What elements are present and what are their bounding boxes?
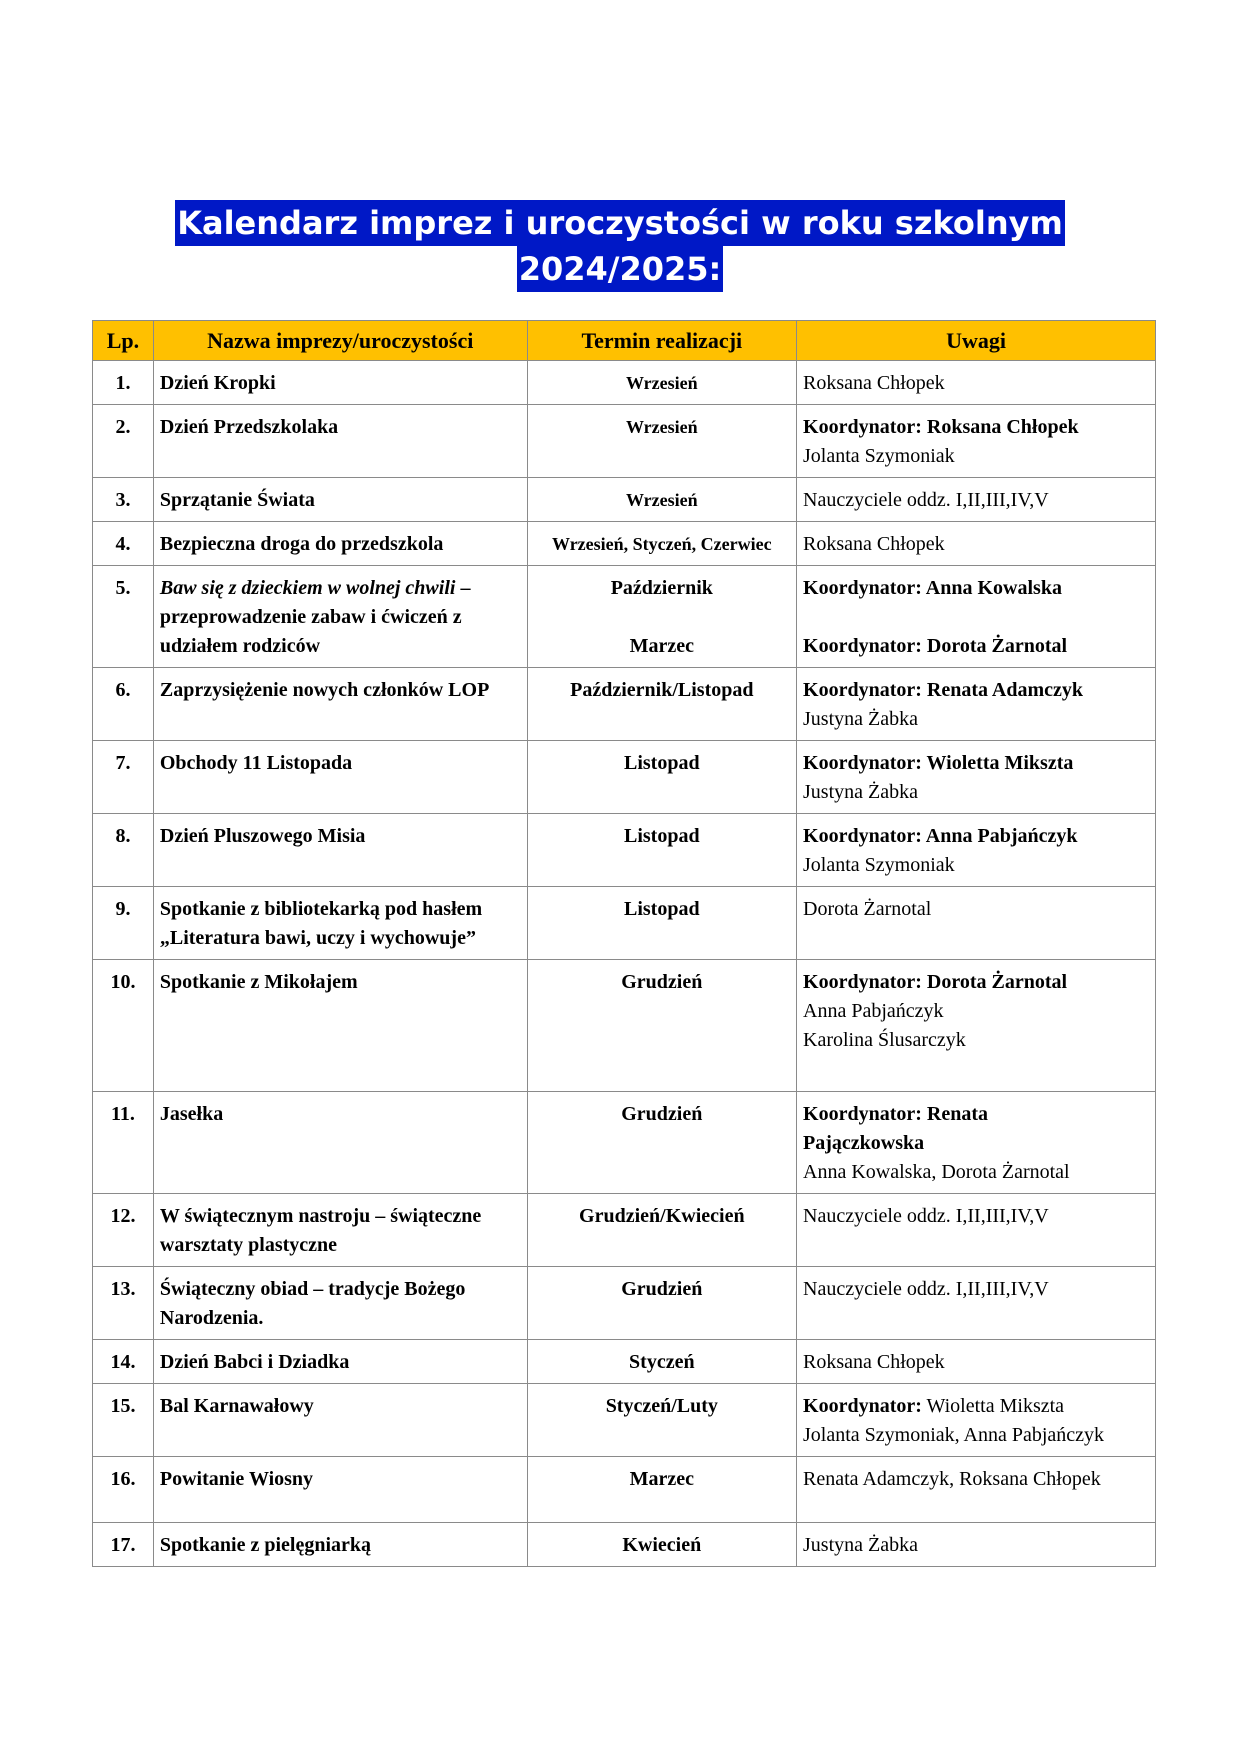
- row-term: Styczeń/Luty: [527, 1384, 796, 1457]
- header-name: Nazwa imprezy/uroczystości: [153, 321, 527, 361]
- notes-coordinator: Koordynator: Renata Pajączkowska: [803, 1103, 988, 1154]
- row-notes: Renata Adamczyk, Roksana Chłopek: [797, 1457, 1156, 1523]
- row-notes: Roksana Chłopek: [797, 361, 1156, 405]
- notes-coordinator-2: Koordynator: Dorota Żarnotal: [803, 635, 1068, 657]
- row-notes: Nauczyciele oddz. I,II,III,IV,V: [797, 1267, 1156, 1340]
- header-notes: Uwagi: [797, 321, 1156, 361]
- table-row: [93, 1457, 1156, 1523]
- row-notes: Nauczyciele oddz. I,II,III,IV,V: [797, 478, 1156, 522]
- table-row: [93, 1092, 1156, 1194]
- row-term: Listopad: [527, 741, 796, 814]
- row-term: Listopad: [527, 814, 796, 887]
- table-row: [93, 361, 1156, 405]
- row-term: Grudzień: [527, 960, 796, 1092]
- table-row: [93, 668, 1156, 741]
- table-row: [93, 566, 1156, 668]
- table-header-row: [93, 321, 1156, 361]
- row-name: Świąteczny obiad – tradycje Bożego Narodzenia.: [153, 1267, 527, 1340]
- row-lp: 14.: [93, 1340, 154, 1384]
- row-name: Bezpieczna droga do przedszkola: [153, 522, 527, 566]
- notes-coordinator-label: Koordynator:: [803, 1395, 922, 1417]
- row-notes: [797, 960, 1156, 1092]
- row-term-1: Październik: [610, 577, 713, 599]
- row-name: Zaprzysiężenie nowych członków LOP: [153, 668, 527, 741]
- row-term: Grudzień: [527, 1092, 796, 1194]
- notes-person: Justyna Żabka: [803, 781, 918, 803]
- notes-person: Justyna Żabka: [803, 708, 918, 730]
- row-term: Grudzień: [527, 1267, 796, 1340]
- row-name: Bal Karnawałowy: [153, 1384, 527, 1457]
- row-name: Dzień Babci i Dziadka: [153, 1340, 527, 1384]
- notes-person: Jolanta Szymoniak: [803, 854, 955, 876]
- table-row: [93, 887, 1156, 960]
- row-name: Dzień Pluszowego Misia: [153, 814, 527, 887]
- row-term: Wrzesień: [527, 478, 796, 522]
- row-name: [153, 566, 527, 668]
- row-name: Obchody 11 Listopada: [153, 741, 527, 814]
- notes-person: Jolanta Szymoniak, Anna Pabjańczyk: [803, 1424, 1105, 1446]
- table-row: [93, 1384, 1156, 1457]
- events-table: [92, 320, 1156, 1567]
- row-lp: 16.: [93, 1457, 154, 1523]
- table-row: [93, 814, 1156, 887]
- header-term: Termin realizacji: [527, 321, 796, 361]
- table-row: [93, 960, 1156, 1092]
- table-row: [93, 1523, 1156, 1567]
- row-notes: Dorota Żarnotal: [797, 887, 1156, 960]
- row-notes: [797, 1384, 1156, 1457]
- notes-person: Jolanta Szymoniak: [803, 445, 955, 467]
- row-notes: [797, 1092, 1156, 1194]
- row-name: Spotkanie z Mikołajem: [153, 960, 527, 1092]
- row-lp: 10.: [93, 960, 154, 1092]
- row-term: Wrzesień: [527, 361, 796, 405]
- notes-person-2: Karolina Ślusarczyk: [803, 1029, 966, 1051]
- row-notes: [797, 741, 1156, 814]
- row-lp: 12.: [93, 1194, 154, 1267]
- notes-coordinator: Koordynator: Anna Kowalska: [803, 577, 1062, 599]
- row-name-rest: – przeprowadzenie zabaw i ćwiczeń z udziałem rodziców: [159, 577, 471, 657]
- row-term: Październik/Listopad: [527, 668, 796, 741]
- row-notes: Roksana Chłopek: [797, 1340, 1156, 1384]
- row-lp: 13.: [93, 1267, 154, 1340]
- row-name: Jasełka: [153, 1092, 527, 1194]
- row-lp: 5.: [93, 566, 154, 668]
- row-term: Wrzesień: [527, 405, 796, 478]
- table-row: [93, 1194, 1156, 1267]
- row-notes: Roksana Chłopek: [797, 522, 1156, 566]
- notes-coordinator: Koordynator: Roksana Chłopek: [803, 416, 1079, 438]
- row-name-italic: Baw się z dzieckiem w wolnej chwili: [159, 577, 456, 599]
- row-lp: 4.: [93, 522, 154, 566]
- row-name: Dzień Kropki: [153, 361, 527, 405]
- table-row: [93, 405, 1156, 478]
- notes-person: Anna Pabjańczyk: [803, 1000, 944, 1022]
- row-term: Styczeń: [527, 1340, 796, 1384]
- row-term: Marzec: [527, 1457, 796, 1523]
- table-row: [93, 1340, 1156, 1384]
- notes-person: Anna Kowalska, Dorota Żarnotal: [803, 1161, 1070, 1183]
- row-notes: [797, 668, 1156, 741]
- row-lp: 7.: [93, 741, 154, 814]
- row-notes: [797, 405, 1156, 478]
- row-lp: 17.: [93, 1523, 154, 1567]
- row-name: Powitanie Wiosny: [153, 1457, 527, 1523]
- header-lp: Lp.: [93, 321, 154, 361]
- page-title: [0, 200, 1240, 292]
- row-term: [527, 566, 796, 668]
- row-name: Spotkanie z pielęgniarką: [153, 1523, 527, 1567]
- table-row: [93, 478, 1156, 522]
- row-name: Spotkanie z bibliotekarką pod hasłem „Literatura bawi, uczy i wychowuje”: [153, 887, 527, 960]
- row-term: Kwiecień: [527, 1523, 796, 1567]
- row-lp: 9.: [93, 887, 154, 960]
- row-term: Grudzień/Kwiecień: [527, 1194, 796, 1267]
- row-lp: 6.: [93, 668, 154, 741]
- row-lp: 11.: [93, 1092, 154, 1194]
- row-notes: Nauczyciele oddz. I,II,III,IV,V: [797, 1194, 1156, 1267]
- notes-coordinator-name: Wioletta Mikszta: [921, 1395, 1065, 1417]
- row-lp: 8.: [93, 814, 154, 887]
- row-name: W świątecznym nastroju – świąteczne warsztaty plastyczne: [153, 1194, 527, 1267]
- row-notes: Justyna Żabka: [797, 1523, 1156, 1567]
- row-lp: 3.: [93, 478, 154, 522]
- row-lp: 15.: [93, 1384, 154, 1457]
- table-row: [93, 1267, 1156, 1340]
- row-name: Dzień Przedszkolaka: [153, 405, 527, 478]
- row-term-2: Marzec: [629, 635, 694, 657]
- notes-coordinator: Koordynator: Renata Adamczyk: [803, 679, 1083, 701]
- notes-coordinator: Koordynator: Anna Pabjańczyk: [803, 825, 1078, 847]
- title-line-1: Kalendarz imprez i uroczystości w roku szkolnym: [175, 200, 1065, 246]
- notes-coordinator: Koordynator: Dorota Żarnotal: [803, 971, 1068, 993]
- table-row: [93, 741, 1156, 814]
- row-name: Sprzątanie Świata: [153, 478, 527, 522]
- row-notes: [797, 566, 1156, 668]
- row-notes: [797, 814, 1156, 887]
- row-term: Listopad: [527, 887, 796, 960]
- row-lp: 1.: [93, 361, 154, 405]
- title-line-2: 2024/2025:: [517, 246, 724, 292]
- table-row: [93, 522, 1156, 566]
- row-lp: 2.: [93, 405, 154, 478]
- row-term: Wrzesień, Styczeń, Czerwiec: [527, 522, 796, 566]
- notes-coordinator: Koordynator: Wioletta Mikszta: [803, 752, 1074, 774]
